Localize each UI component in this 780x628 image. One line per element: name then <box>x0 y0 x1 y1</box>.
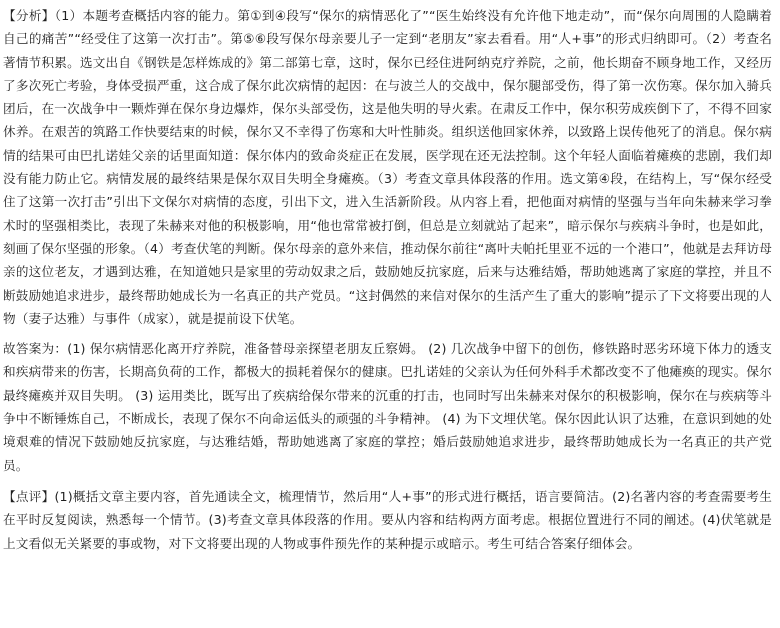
comment-paragraph <box>3 485 772 555</box>
analysis-paragraph <box>3 4 772 330</box>
answer-text: (1) 保尔病情恶化离开疗养院，准备替母亲探望老朋友丘察姆。 (2) 几次战争中留下的创伤，修铁路时恶劣环境下体力的透支和疾病带来的伤害，长期高负荷的工作，都极大的损耗着保尔的健康。巴扎诺娃的父亲认为任何外科手术都改变不了他瘫痪的现实。保尔最终瘫痪并双目失明。 (3) 运用类比，既写出了疾病给保尔带来的沉重的打击，也同时写出朱赫来对保尔的积极影响，保尔在与疾病等斗争中不断锤炼自己，不断成长，表现了保尔不向命运低头的顽强的斗争精神。 (4) 为下文埋伏笔。保尔因此认识了达雅，在意识到她的处境艰难的情况下鼓励她反抗家庭，与达雅结婚，帮助她逃离了家庭的掌控；婚后鼓励她追求进步，最终帮助她成长为一名真正的共产党员。 <box>3 341 773 473</box>
comment-tag: 【点评】 <box>3 488 55 504</box>
analysis-text: （1）本题考查概括内容的能力。第①到④段写“保尔的病情恶化了”“医生始终没有允许他下地走动”，而“保尔向周围的人隐瞒着自己的痛苦”“经受住了这第一次打击”。第⑤⑥段写保尔母亲要儿子一定到“老朋友”家去看看。用“人+事”的形式归纳即可。（2）考查名著情节积累。选文出自《钢铁是怎样炼成的》第二部第七章，这时，保尔已经住进阿纳克疗养院，之前，他长期奋不顾身地工作，又经历了多次死亡考验，身体受损严重，这合成了保尔此次病情的起因：在与波兰人的交战中，保尔腿部受伤，得了第一次伤寒。保尔加入骑兵团后，在一次战争中一颗炸弹在保尔身边爆炸，保尔头部受伤，这是他失明的导火索。在肃反工作中，保尔积劳成疾倒下了，不得不回家休养。在艰苦的筑路工作快要结束的时候，保尔又不幸得了伤寒和大叶性肺炎。组织送他回家休养，以致路上误传他死了的消息。保尔病情的结果可由巴扎诺娃父亲的话里面知道：保尔体内的致命炎症正在发展，医学现在还无法控制。这个年轻人面临着瘫痪的悲剧，我们却没有能力防止它。病情发展的最终结果是保尔双目失明全身瘫痪。（3）考查文章具体段落的作用。选文第④段，在结构上，写“保尔经受住了这第一次打击”引出下文保尔对病情的态度，引出下文，进入生活新阶段。从内容上看，把他面对病情的坚强与当年向朱赫来学习拳术时的坚强相类比，表现了朱赫来对他的积极影响，用“他也常常被打倒，但总是立刻就站了起来”，暗示保尔与疾病斗争时，也是如此，刻画了保尔坚强的形象。（4）考查伏笔的判断。保尔母亲的意外来信，推动保尔前往“离叶夫帕托里亚不远的一个港口”，他就是去拜访母亲的这位老友，才遇到达雅，在知道她只是家里的劳动奴隶之后，鼓励她反抗家庭，后来与达雅结婚，帮助她逃离了家庭的掌控，并且不断鼓励她追求进步，最终帮助她成长为一名真正的共产党员。“这封偶然的来信对保尔的生活产生了重大的影响”提示了下文将要出现的人物（妻子达雅）与事件（成家），就是提前设下伏笔。 <box>3 8 773 326</box>
answer-paragraph <box>3 337 772 477</box>
comment-text: (1)概括文章主要内容，首先通读全文，梳理情节，然后用“人+事”的形式进行概括，语言要简洁。(2)名著内容的考查需要考生在平时反复阅读，熟悉每一个情节。(3)考查文章具体段落的作用。要从内容和结构两方面考虑。根据位置进行不同的阐述。(4)伏笔就是上文看似无关紧要的事或物，对下文将要出现的人物或事件预先作的某种提示或暗示。考生可结合答案仔细体会。 <box>3 488 772 551</box>
analysis-tag: 【分析】 <box>3 8 55 23</box>
answer-tag: 故答案为： <box>3 341 68 357</box>
